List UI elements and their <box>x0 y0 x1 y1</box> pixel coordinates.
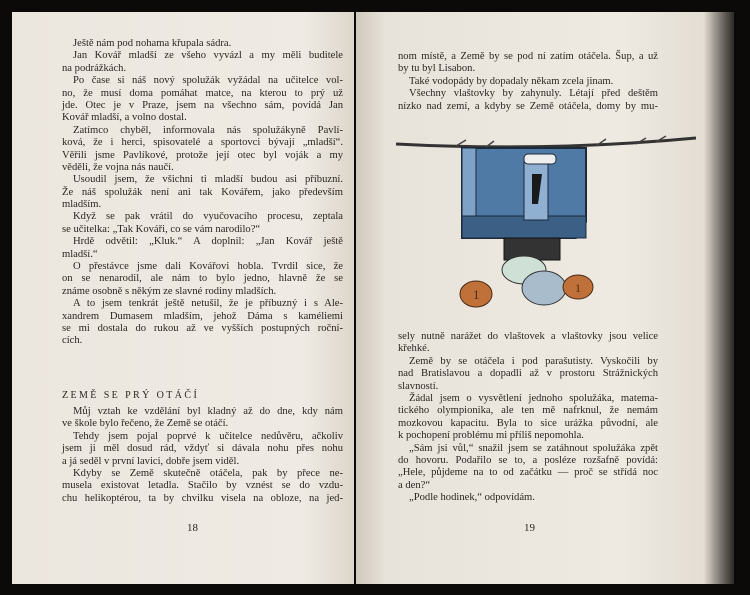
text-line: A to jsem tenkrát ještě netušil, že je příbuzný i s Ale- <box>73 298 343 310</box>
left-text-block-1 <box>62 38 343 348</box>
text-line: Tehdy jsem pojal poprvé k učitelce nedůvěru, ačkoliv <box>73 430 343 442</box>
text-line: tického olympionika, ale ten mě nafrknul, že nemám <box>398 405 658 417</box>
text-line: Zatímco chyběl, informovala nás spolužákyně Pavlí- <box>73 124 343 136</box>
left-text-block-2 <box>62 406 343 505</box>
text-line: Všechny vlaštovky by zahynuly. Létají před deštěm <box>409 88 658 100</box>
text-line: a den?“ <box>398 479 431 491</box>
text-line: na podrážkách. <box>62 62 127 74</box>
coin-slot-top <box>524 154 556 164</box>
text-line: „Podle hodinek,“ odpovídám. <box>409 492 535 504</box>
text-line: se učitelka: „Tak Kováři, co se vám narodilo?“ <box>62 223 261 235</box>
text-line: „Hele, půjdeme na to od začátku — proč se střídá noc <box>398 467 658 479</box>
text-line: O přestávce jsme dali Kovářovi hobla. Tvrdil sice, že <box>73 261 343 273</box>
ground-line <box>396 138 696 147</box>
text-line: nom místě, a Země by se pod ní zatím otáčela. Šup, a už <box>398 51 658 62</box>
text-line: a já seděl v první lavici, dobře jsem viděl. <box>62 455 240 467</box>
text-line: slavností. <box>398 380 439 392</box>
text-line: Kdyby se Země skutečně otáčela, pak by přece ne- <box>73 467 343 479</box>
page-number-left: 18 <box>187 522 198 534</box>
page-number-right: 19 <box>524 522 535 534</box>
chapter-heading: ZEMĚ SE PRÝ OTÁČÍ <box>62 390 200 401</box>
text-line: nízko nad zemí, a kdyby se Země otáčela, domy by mu- <box>398 100 658 112</box>
text-line: do hovoru. Podařilo se to, a posléze rozšafně povídá: <box>398 454 658 466</box>
text-line: Žádal jsem o vysvětlení jednoho spolužáka, matema- <box>409 392 658 404</box>
text-line: sely nutně narážet do vlaštovek a vlaštovky jsou velice <box>398 331 658 342</box>
text-line: Usoudil jsem, že všichni ti mladší budou asi příbuzní. <box>73 174 343 186</box>
text-line: k pochopení problému mi příliš nepomohla. <box>398 430 584 442</box>
text-line: no, že musí doma pomáhat matce, na kterou to prý už <box>62 87 343 99</box>
text-line: xandrem Dumasem mladším, jehož Dáma s kaméliemi <box>62 310 343 322</box>
text-line: Ještě nám pod nohama křupala sádra. <box>73 38 232 49</box>
text-line: Hrdě odvětil: „Kluk.“ A doplnil: „Jan Kovář ještě <box>73 236 343 248</box>
text-line: Po čase si náš nový spolužák vyžádal na učitelce vol- <box>73 75 343 87</box>
text-line: věděli, že vojna nás naučí. <box>62 161 174 173</box>
text-line: nad Bratislavou a dopadli až v prostoru Strážnických <box>398 368 658 380</box>
text-line: chu helikoptérou, ta by chvilku visela na obloze, na jed- <box>62 492 343 504</box>
illustration-coin-box <box>396 130 696 315</box>
text-line: musela existovat letadla. Stačilo by vznést se do vzdu- <box>62 480 343 492</box>
text-line: Že náš spolužák není ani tak Kovářem, jako především <box>62 186 343 198</box>
text-line: jsem ji měl dosud rád, vždyť si dávala nohu přes nohu <box>62 443 343 455</box>
right-page <box>356 12 734 584</box>
text-line: Můj vztah ke vzdělání byl kladný až do dne, kdy nám <box>73 406 343 417</box>
right-text-block-1 <box>398 51 658 113</box>
text-line: Jan Kovář mladší ze všeho vyvázl a my měli buditele <box>73 50 343 62</box>
text-line: Také vodopády by dopadaly někam zcela jinam. <box>409 75 614 87</box>
left-page <box>12 12 354 584</box>
text-line: mladší.“ <box>62 248 98 260</box>
text-line: známe osobně s někým ze slavné rodiny mladších. <box>62 285 277 297</box>
coin-label-right: 1 <box>575 281 581 295</box>
text-line: mozkovou kapacitu. Byla to sice urážka původní, ale <box>398 417 658 429</box>
text-line: „Sám jsi vůl,“ snažil jsem se zatáhnout spolužáka zpět <box>409 442 658 454</box>
text-line: Země by se otáčela i pod parašutisty. Vyskočili by <box>409 355 658 367</box>
text-line: jde. Otec je v Praze, jsem na všechno sám, povídá Jan <box>62 99 343 111</box>
text-line: se mi dostala do rukou až ve vyšších postupných roční- <box>62 322 343 334</box>
right-text-block-2 <box>398 331 658 504</box>
text-line: mladším. <box>62 199 102 211</box>
coin-silver-2 <box>522 271 566 305</box>
text-line: Když se pak vrátil do vyučovacího procesu, zeptala <box>73 211 343 223</box>
text-line: ková, že i herci, spisovatelé a sportovci bývají „mladší“. <box>62 137 343 149</box>
text-line: Věřili jsme Pavlíkové, protože její otec byl voják a my <box>62 149 343 161</box>
text-line: křehké. <box>398 343 430 355</box>
text-line: on se nenarodil, ale nám to bylo jedno, hlavně že se <box>62 273 343 285</box>
text-line: ve škole bylo řečeno, že Země se otáčí. <box>62 418 229 430</box>
text-line: Kovář mladší, a volno dostal. <box>62 112 187 124</box>
coin-label-left: 1 <box>473 287 480 302</box>
text-line: cích. <box>62 335 83 347</box>
text-line: by tu byl Lisabon. <box>398 63 476 75</box>
